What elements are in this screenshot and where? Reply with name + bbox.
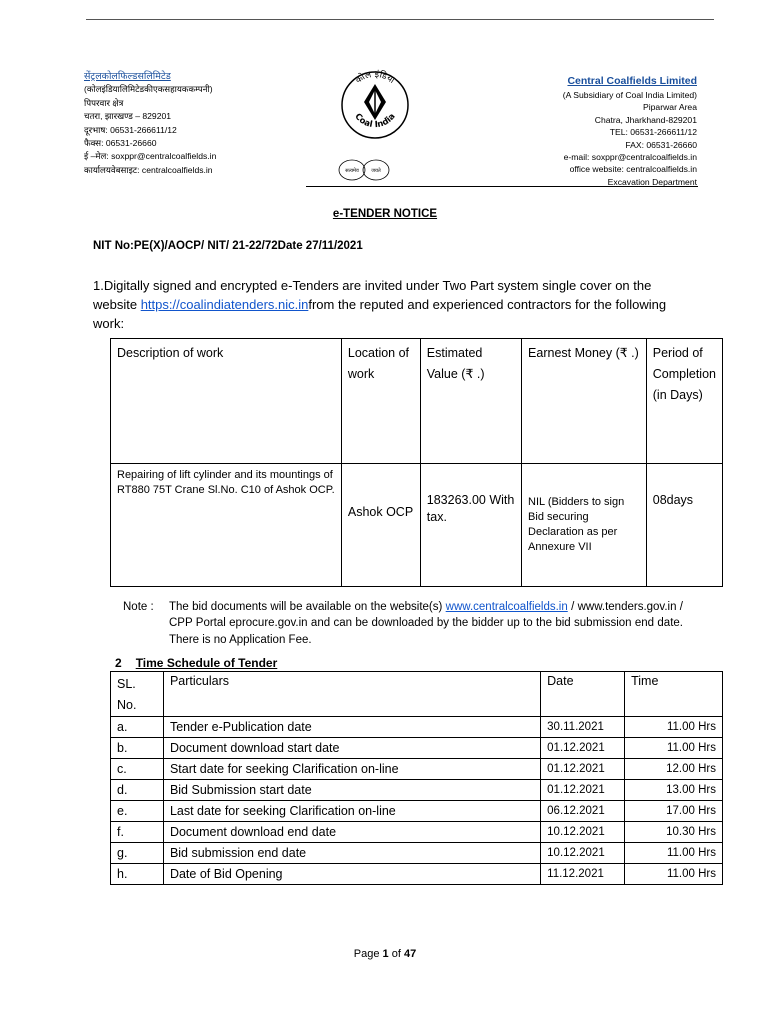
- schedule-header-row: [111, 672, 723, 717]
- row-date: 01.12.2021: [541, 738, 625, 759]
- letterhead-english-line: e-mail: soxppr@centralcoalfields.in: [563, 152, 697, 163]
- intro-paragraph: 1.Digitally signed and encrypted e-Tenders are invited under Two Part system single cover on the website https://coalindiatenders.nic.infrom the reputed and experienced contractors for the following work:: [93, 278, 667, 331]
- work-estimated-value: 183263.00 With tax.: [420, 464, 521, 587]
- schedule-row: [111, 759, 723, 780]
- header-estimated-value: Estimated Value (₹ .): [420, 339, 521, 464]
- row-time: 11.00 Hrs: [625, 738, 723, 759]
- note-paragraph: [123, 599, 683, 648]
- row-time: 10.30 Hrs: [625, 822, 723, 843]
- header-earnest-money: Earnest Money (₹ .): [522, 339, 647, 464]
- company-name-hindi: सेंट्रलकोलफिल्डसलिमिटेड: [84, 71, 171, 82]
- row-time: 13.00 Hrs: [625, 780, 723, 801]
- company-name-english: Central Coalfields Limited: [567, 75, 697, 87]
- schedule-row: [111, 822, 723, 843]
- coal-india-logo: [340, 64, 410, 142]
- row-date: 01.12.2021: [541, 780, 625, 801]
- work-earnest-money: NIL (Bidders to sign Bid securing Declaration as per Annexure VII: [522, 464, 647, 587]
- row-date: 06.12.2021: [541, 801, 625, 822]
- svg-text:जयते: जयते: [371, 168, 381, 174]
- notice-title: e-TENDER NOTICE: [332, 208, 438, 220]
- top-rule: [86, 19, 714, 20]
- row-time: 11.00 Hrs: [625, 864, 723, 885]
- letterhead-english-line: TEL: 06531-266611/12: [609, 127, 697, 138]
- letterhead-english-line: FAX: 06531-26660: [625, 139, 697, 150]
- row-sl: g.: [111, 843, 164, 864]
- note-label: Note :: [123, 601, 154, 613]
- header-location: Location of work: [341, 339, 420, 464]
- row-particulars: Tender e-Publication date: [163, 717, 540, 738]
- svg-text:Coal India: Coal India: [352, 111, 398, 131]
- header-date: Date: [541, 672, 625, 717]
- work-description: Repairing of lift cylinder and its mountings of RT880 75T Crane Sl.No. C10 of Ashok OCP.: [111, 464, 342, 587]
- row-date: 01.12.2021: [541, 759, 625, 780]
- section-2-heading: [115, 656, 277, 670]
- work-table: [110, 338, 723, 587]
- row-date: 10.12.2021: [541, 822, 625, 843]
- letterhead-hindi-line: (कोलइंडियालिमिटेडकीएकसहायककम्पनी): [84, 84, 213, 95]
- tender-portal-link[interactable]: https://coalindiatenders.nic.in: [140, 297, 309, 312]
- row-particulars: Date of Bid Opening: [163, 864, 540, 885]
- header-rule: [306, 186, 698, 187]
- letterhead-hindi-line: फैक्स: 06531-26660: [84, 138, 157, 149]
- page-footer: Page 1 of 47: [353, 948, 417, 960]
- row-time: 12.00 Hrs: [625, 759, 723, 780]
- row-sl: c.: [111, 759, 164, 780]
- letterhead-hindi-line: चतरा, झारखण्ड – 829201: [84, 111, 172, 122]
- row-sl: a.: [111, 717, 164, 738]
- row-particulars: Document download start date: [163, 738, 540, 759]
- letterhead-hindi: [84, 70, 216, 177]
- header-particulars: Particulars: [163, 672, 540, 717]
- row-sl: d.: [111, 780, 164, 801]
- letterhead-hindi-line: कार्यालयवेबसाइट: centralcoalfields.in: [84, 164, 213, 175]
- svg-text:सत्यमेव: सत्यमेव: [345, 168, 359, 174]
- row-particulars: Bid submission end date: [163, 843, 540, 864]
- schedule-row: [111, 738, 723, 759]
- row-date: 30.11.2021: [541, 717, 625, 738]
- section-title: Time Schedule of Tender: [135, 656, 278, 670]
- website-link[interactable]: www.centralcoalfields.in: [445, 601, 568, 613]
- work-table-row: [111, 464, 723, 587]
- work-period: 08days: [646, 464, 722, 587]
- row-particulars: Document download end date: [163, 822, 540, 843]
- schedule-row: [111, 843, 723, 864]
- page-total: 47: [403, 948, 417, 960]
- letterhead-english-line: Piparwar Area: [643, 102, 697, 113]
- row-time: 11.00 Hrs: [625, 843, 723, 864]
- svg-text:कोल इंडिया: कोल इंडिया: [353, 69, 397, 86]
- row-sl: f.: [111, 822, 164, 843]
- letterhead-english: [563, 74, 697, 188]
- department: Excavation Department: [607, 176, 697, 187]
- row-date: 10.12.2021: [541, 843, 625, 864]
- nit-number: NIT No:PE(X)/AOCP/ NIT/ 21-22/72Date 27/11/2021: [93, 240, 363, 252]
- row-particulars: Last date for seeking Clarification on-line: [163, 801, 540, 822]
- row-particulars: Start date for seeking Clarification on-line: [163, 759, 540, 780]
- header-description: Description of work: [111, 339, 342, 464]
- row-time: 17.00 Hrs: [625, 801, 723, 822]
- letterhead-english-line: office website: centralcoalfields.in: [569, 164, 697, 175]
- schedule-row: [111, 780, 723, 801]
- letterhead-english-line: Chatra, Jharkhand-829201: [594, 114, 697, 125]
- letterhead-hindi-line: पिपरवार क्षेत्र: [84, 97, 124, 108]
- row-time: 11.00 Hrs: [625, 717, 723, 738]
- row-sl: b.: [111, 738, 164, 759]
- row-particulars: Bid Submission start date: [163, 780, 540, 801]
- letterhead-hindi-line: ई –मेल: soxppr@centralcoalfields.in: [84, 151, 217, 162]
- page-number: 1: [382, 948, 389, 960]
- row-date: 11.12.2021: [541, 864, 625, 885]
- note-body: The bid documents will be available on the website(s) www.centralcoalfields.in / www.tenders.gov.in / CPP Portal eprocure.gov.in and can be downloaded by the bidder up to the bid submission end date. There is no Application Fee.: [169, 601, 683, 646]
- work-table-header-row: [111, 339, 723, 464]
- row-sl: h.: [111, 864, 164, 885]
- row-sl: e.: [111, 801, 164, 822]
- schedule-row: [111, 864, 723, 885]
- header-sl: SL. No.: [111, 672, 164, 717]
- letterhead-english-line: (A Subsidiary of Coal India Limited): [562, 90, 697, 100]
- letterhead-hindi-line: दूरभाष: 06531-266611/12: [84, 124, 177, 135]
- section-number: 2: [115, 656, 122, 670]
- emblem-seal: [330, 156, 400, 184]
- schedule-row: [111, 801, 723, 822]
- header-period: Period of Completion (in Days): [646, 339, 722, 464]
- schedule-table: [110, 671, 723, 885]
- schedule-row: [111, 717, 723, 738]
- header-time: Time: [625, 672, 723, 717]
- work-location: Ashok OCP: [341, 464, 420, 587]
